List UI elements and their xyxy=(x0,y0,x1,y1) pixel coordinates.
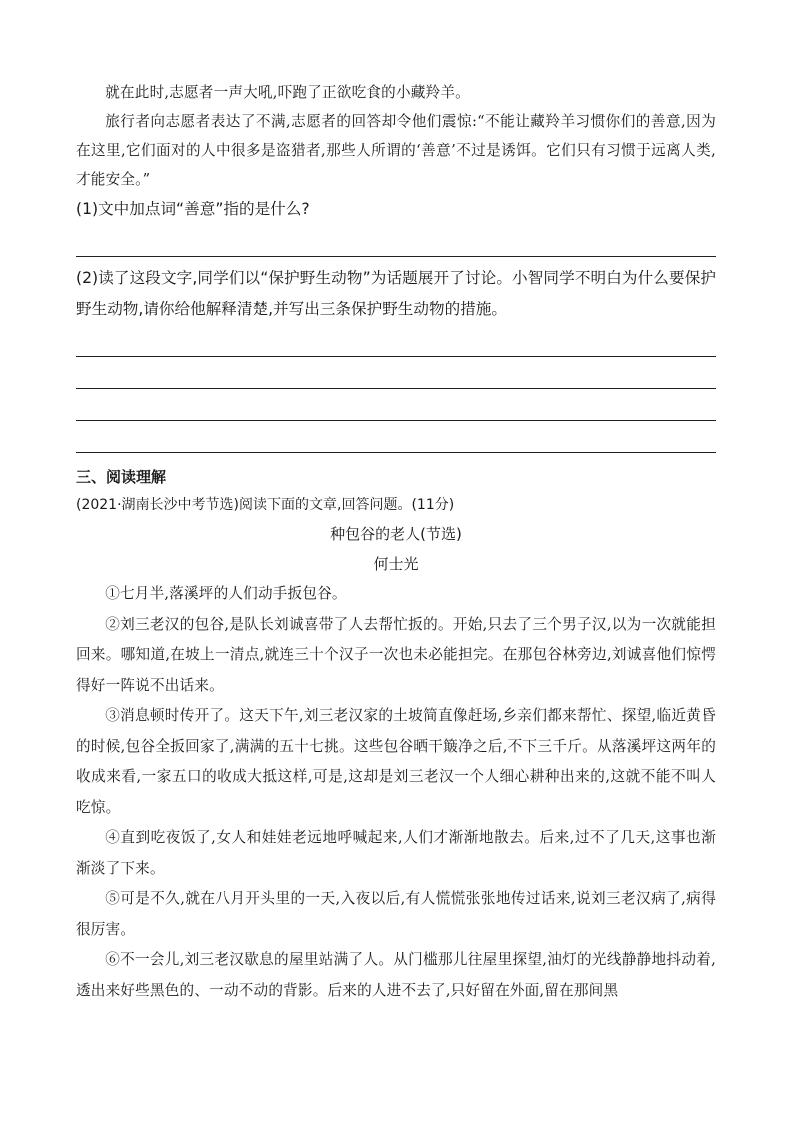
article-paragraph-5: ⑤可是不久,就在八月开头里的一天,入夜以后,有人慌慌张张地传过话来,说刘三老汉病了,病得很厉害。 xyxy=(76,890,716,938)
answer-line-q2-1[interactable] xyxy=(76,325,716,357)
article-paragraph-1: ①七月半,落溪坪的人们动手扳包谷。 xyxy=(105,585,347,602)
article-paragraph-6: ⑥不一会儿,刘三老汉歇息的屋里站满了人。从门槛那儿往屋里探望,油灯的光线静静地抖动着,透出来好些黑色的、一动不动的背影。后来的人进不去了,只好留在外面,留在那间黑 xyxy=(76,951,716,999)
page-content xyxy=(76,78,716,1006)
article-paragraph-3: ③消息顿时传开了。这天下午,刘三老汉家的土坡简直像赶场,乡亲们都来帮忙、探望,临近黄昏的时候,包谷全扳回家了,满满的五十七挑。这些包谷晒干簸净之后,不下三千斤。从落溪坪这两年的收成来看,一家五口的收成大抵这样,可是,这却是刘三老汉一个人细心耕种出来的,这就不能不叫人吃惊。 xyxy=(76,707,716,816)
answer-line-q2-2[interactable] xyxy=(76,357,716,389)
answer-line-q2-3[interactable] xyxy=(76,389,716,421)
passage-paragraph-2: 旅行者向志愿者表达了不满,志愿者的回答却令他们震惊:“不能让藏羚羊习惯你们的善意,因为在这里,它们面对的人中很多是盗猎者,那些人所谓的‘善意’不过是诱饵。它们只有习惯于远离人类,才能安全。” xyxy=(76,113,716,188)
article-paragraph-4: ④直到吃夜饭了,女人和娃娃老远地呼喊起来,人们才渐渐地散去。后来,过不了几天,这事也渐渐淡了下来。 xyxy=(76,829,716,877)
article-author: 何士光 xyxy=(373,555,419,573)
section-title: 三、阅读理解 xyxy=(76,468,167,486)
answer-line-q2-4[interactable] xyxy=(76,421,716,453)
question-2: (2)读了这段文字,同学们以“保护野生动物”为话题展开了讨论。小智同学不明白为什么要保护野生动物,请你给他解释清楚,并写出三条保护野生动物的措施。 xyxy=(76,269,716,318)
question-1: (1)文中加点词“善意”指的是什么? xyxy=(76,200,310,218)
answer-line-q1[interactable] xyxy=(76,225,716,257)
passage-paragraph-1: 就在此时,志愿者一声大吼,吓跑了正欲吃食的小藏羚羊。 xyxy=(105,84,470,101)
question-source: (2021·湖南长沙中考节选)阅读下面的文章,回答问题。(11分) xyxy=(76,497,455,513)
article-title: 种包谷的老人(节选) xyxy=(330,525,462,543)
article-paragraph-2: ②刘三老汉的包谷,是队长刘诚喜带了人去帮忙扳的。开始,只去了三个男子汉,以为一次就能担回来。哪知道,在坡上一清点,就连三十个汉子一次也未必能担完。在那包谷林旁边,刘诚喜他们惊愕得好一阵说不出话来。 xyxy=(76,615,716,694)
